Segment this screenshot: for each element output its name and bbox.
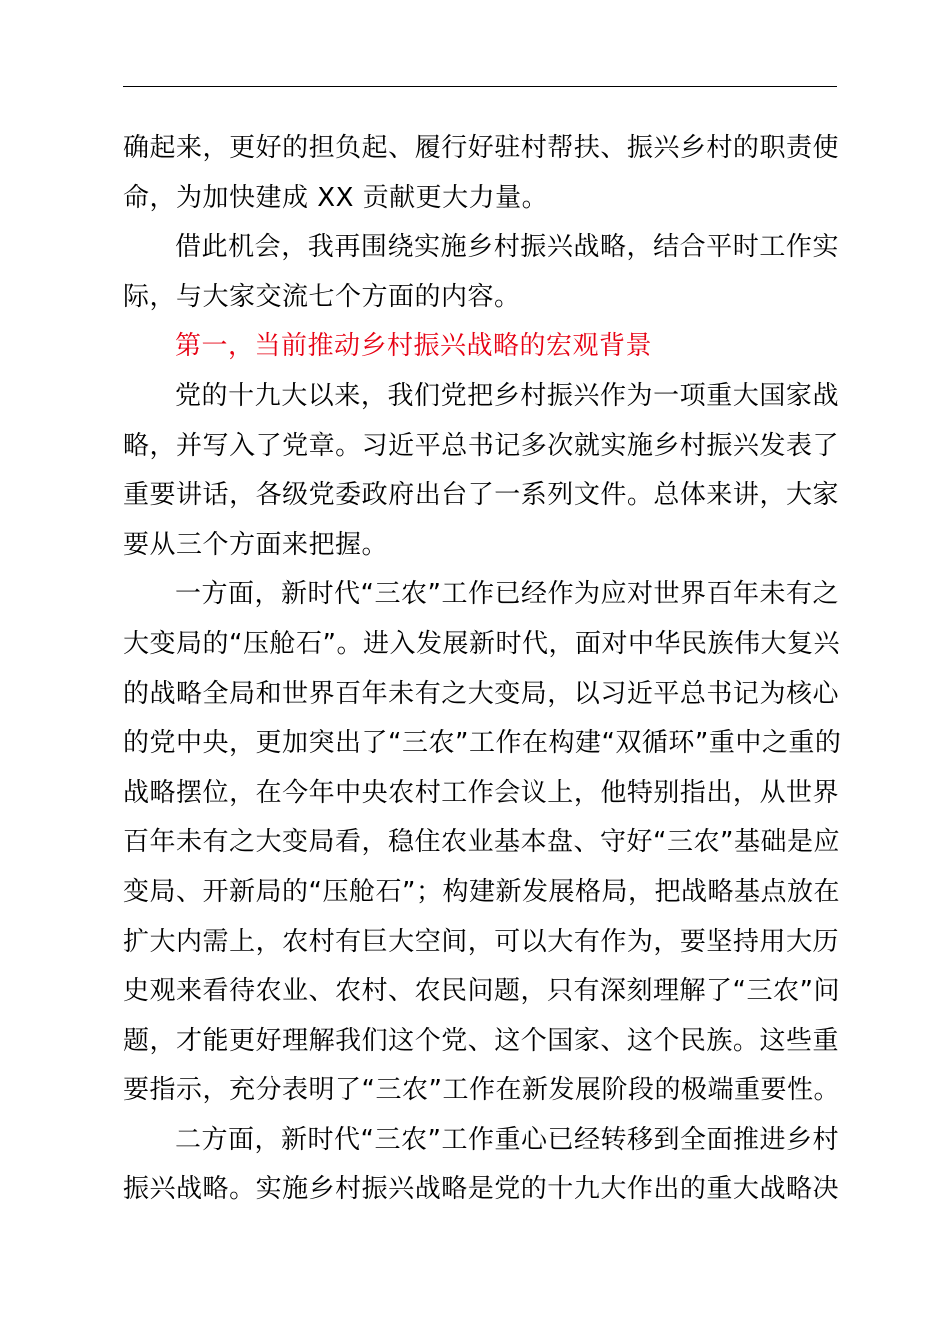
text-line: 战略摆位，在今年中央农村工作会议上，他特别指出，从世界 [123,777,839,808]
text-line: 命，为加快建成 XX 贡献更大力量。 [123,182,549,213]
document-body [123,124,842,1215]
text-line: 扩大内需上，农村有巨大空间，可以大有作为，要坚持用大历 [123,926,839,957]
text-line: 党的十九大以来，我们党把乡村振兴作为一项重大国家战 [175,380,839,411]
text-line: 题，才能更好理解我们这个党、这个国家、这个民族。这些重 [123,1025,839,1056]
header-rule [123,86,837,87]
text-line: 的党中央，更加突出了“三农”工作在构建“双循环”重中之重的 [123,728,842,759]
text-line: 际，与大家交流七个方面的内容。 [123,281,521,312]
text-line: 要从三个方面来把握。 [123,529,389,560]
text-line: 确起来，更好的担负起、履行好驻村帮扶、振兴乡村的职责使 [123,133,839,163]
text-line: 的战略全局和世界百年未有之大变局，以习近平总书记为核心 [123,678,839,709]
text-line: 重要讲话，各级党委政府出台了一系列文件。总体来讲，大家 [123,480,839,511]
text-line: 借此机会，我再围绕实施乡村振兴战略，结合平时工作实 [175,232,839,263]
text-line: 大变局的“压舱石”。进入发展新时代，面对中华民族伟大复兴 [123,628,840,659]
section-heading: 第一，当前推动乡村振兴战略的宏观背景 [175,331,653,362]
text-line: 史观来看待农业、农村、农民问题，只有深刻理解了“三农”问 [123,976,840,1007]
text-line: 一方面，新时代“三农”工作已经作为应对世界百年未有之 [175,579,839,610]
text-line: 略，并写入了党章。习近平总书记多次就实施乡村振兴发表了 [123,430,839,461]
text-line: 要指示，充分表明了“三农”工作在新发展阶段的极端重要性。 [123,1075,840,1106]
text-line: 百年未有之大变局看，稳住农业基本盘、守好“三农”基础是应 [123,827,840,858]
text-line: 变局、开新局的“压舱石”；构建新发展格局，把战略基点放在 [123,876,840,907]
text-line: 振兴战略。实施乡村振兴战略是党的十九大作出的重大战略决 [123,1174,839,1205]
text-line: 二方面，新时代“三农”工作重心已经转移到全面推进乡村 [175,1124,839,1155]
